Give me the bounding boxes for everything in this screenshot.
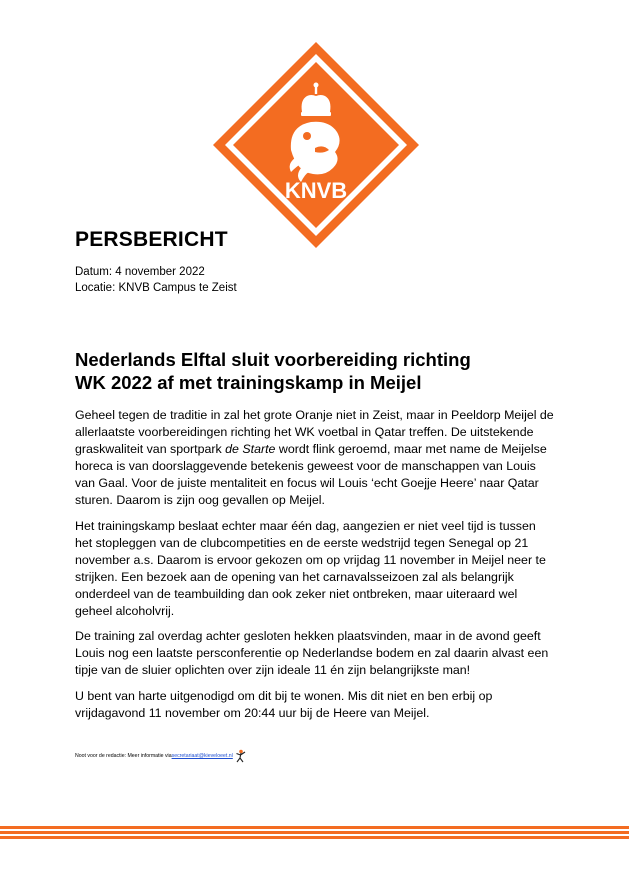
knvb-logo bbox=[211, 40, 421, 250]
paragraph-1-end: wordt flink geroemd, maar met name de Meijelse horeca is van doorslaggevende betekenis geweest voor de manschappen van Louis van Gaal. Voor de juiste mentaliteit en focus wil Louis ‘echt Goejje Heere’ naar Qatar sturen. Daarom is zijn oog gevallen op Meijel. bbox=[75, 442, 547, 507]
paragraph-1-start: Geheel tegen de traditie in zal het grote Oranje niet in Zeist, maar in Peeldorp Meijel de allerlaatste voorbereidingen richting het WK voetbal in Qatar treffen. De uitstekende graskwaliteit van sportpark bbox=[75, 408, 554, 456]
footer-stripes bbox=[0, 826, 629, 840]
article-title-line1: Nederlands Elftal sluit voorbereiding richting bbox=[75, 349, 471, 370]
paragraph-2: Het trainingskamp beslaat echter maar één dag, aangezien er niet veel tijd is tussen het stopleggen van de clubcompetities en de eerste wedstrijd tegen Senegal op 21 november a.s. Daarom is ervoor gekozen om op vrijdag 11 november in Meijel neer te strijken. Een bezoek aan de opening van het carnavalsseizoen zal als belangrijk onderdeel van de teambuilding dan ook zeker niet ontbreken, maar uiteraard wel geheel alcoholvrij. bbox=[75, 518, 546, 618]
press-date: Datum: 4 november 2022 bbox=[75, 266, 205, 278]
article-title bbox=[75, 348, 565, 394]
footer-stripe bbox=[0, 831, 629, 834]
editor-note bbox=[75, 749, 247, 763]
press-location: Locatie: KNVB Campus te Zeist bbox=[75, 282, 237, 294]
footer-stripe bbox=[0, 826, 629, 829]
carnival-figure-icon bbox=[235, 749, 247, 763]
logo-text: KNVB bbox=[284, 178, 348, 203]
paragraph-3: De training zal overdag achter gesloten hekken plaatsvinden, maar in de avond geeft Louis nog een laatste persconferentie op Nederlandse bodem en zal daarin alvast een tipje van de sluier oplichten over zijn ideale 11 én zijn belangrijkste man! bbox=[75, 629, 549, 677]
footer-stripe bbox=[0, 836, 629, 839]
press-meta bbox=[75, 264, 237, 296]
paragraph-1-italic: de Starte bbox=[225, 442, 276, 456]
page-heading: PERSBERICHT bbox=[75, 228, 228, 251]
article-body bbox=[75, 407, 555, 730]
editor-note-text: Noot voor de redactie: Meer informatie via bbox=[75, 753, 172, 759]
editor-note-email-link[interactable]: secretariaat@kieveloeet.nl bbox=[171, 753, 233, 759]
paragraph-4: U bent van harte uitgenodigd om dit bij te wonen. Mis dit niet en ben erbij op vrijdagavond 11 november om 20:44 uur bij de Heere van Meijel. bbox=[75, 688, 493, 720]
article-title-line2: WK 2022 af met trainingskamp in Meijel bbox=[75, 372, 422, 393]
paragraph-1 bbox=[75, 407, 555, 509]
